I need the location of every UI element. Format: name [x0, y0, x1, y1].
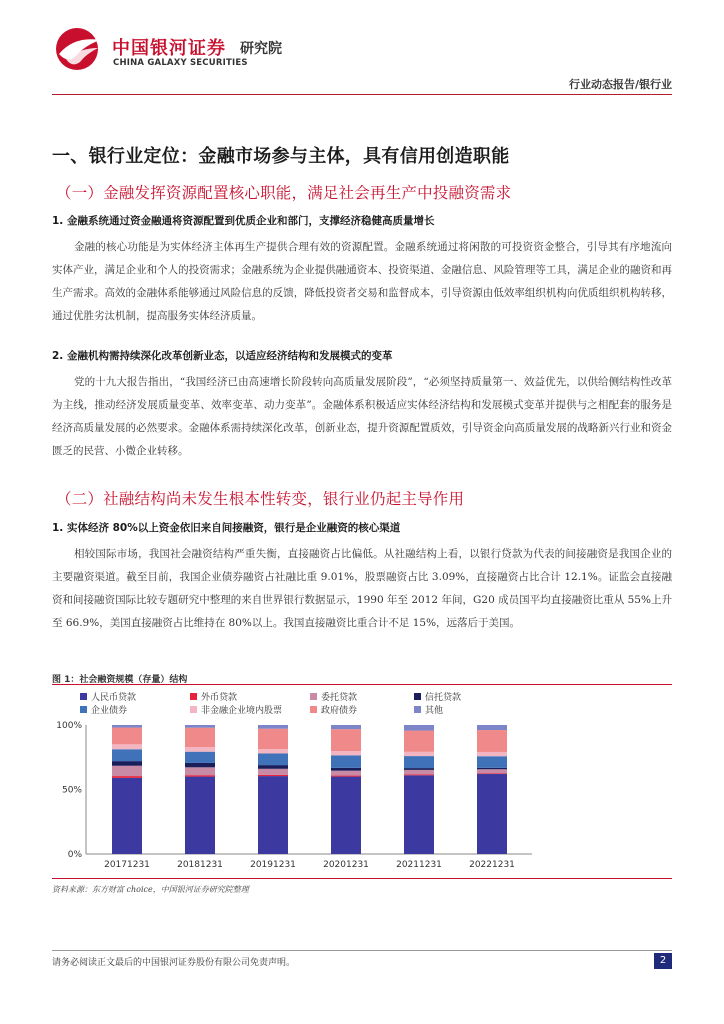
- bar-segment: [404, 768, 434, 770]
- bar-segment: [331, 725, 361, 729]
- bar-segment: [404, 756, 434, 768]
- bar-segment: [258, 749, 288, 753]
- figure-bottom-rule: [52, 878, 672, 879]
- bar-segment: [112, 776, 142, 778]
- bar-segment: [112, 778, 142, 854]
- page-number: 2: [654, 953, 672, 969]
- bar-segment: [185, 747, 215, 752]
- bar-segment: [404, 774, 434, 775]
- bar-segment: [258, 725, 288, 729]
- bar-segment: [404, 752, 434, 756]
- bar-segment: [477, 769, 507, 773]
- bar-segment: [477, 756, 507, 768]
- logo-company-name: 中国银河证券: [112, 38, 226, 59]
- bar-segment: [258, 729, 288, 749]
- bar-segment: [331, 771, 361, 776]
- legend-swatch: [414, 693, 421, 700]
- paragraph-2-1: 相较国际市场，我国社会融资结构严重失衡，直接融资占比偏低。从社融结构上看，以银行贷款为代表的间接融资是我国企业的主要融资渠道。截至目前，我国企业债券融资占社融比重 9.01%，股票融资占比 3.09%，直接融资占比合计 12.1%。证监会直接融资和间接融资国际比较专题研究中整理的来自世界银行数据显示，1990 年至 2012 年间，G20 成员国平均直接融资比重从 55%上升至 66.9%，美国直接融资占比维持在 80%以上。我国直接融资比重合计不足 15%，远落后于美国。: [52, 548, 672, 629]
- bar-segment: [477, 774, 507, 854]
- bar-segment: [331, 755, 361, 768]
- subsection-heading-2: （二）社融结构尚未发生根本性转变，银行业仍起主导作用: [56, 490, 465, 508]
- legend-swatch: [310, 706, 317, 713]
- legend-label: 委托贷款: [321, 693, 358, 703]
- y-tick-label: 0%: [67, 850, 82, 860]
- bar-segment: [112, 766, 142, 776]
- logo-institute-name: 研究院: [240, 41, 282, 57]
- header-divider: [52, 94, 672, 95]
- figure-title: 图 1：社会融资规模（存量）结构: [52, 675, 188, 685]
- bar-segment: [112, 728, 142, 745]
- bar-segment: [258, 769, 288, 775]
- bar-segment: [477, 752, 507, 756]
- bar-segment: [331, 751, 361, 755]
- section-heading: 一、银行业定位：金融市场参与主体，具有信用创造职能: [52, 146, 510, 167]
- bar-segment: [185, 728, 215, 747]
- footer-divider: [52, 950, 672, 951]
- x-tick-label: 20221231: [469, 860, 515, 870]
- bar-segment: [185, 777, 215, 854]
- subsection-heading-1: （一）金融发挥资源配置核心职能，满足社会再生产中投融资需求: [56, 184, 512, 202]
- paragraph-1-2: 党的十九大报告指出，“我国经济已由高速增长阶段转向高质量发展阶段”，“必须坚持质量第一、效益优先，以供给侧结构性改革为主线，推动经济发展质量变革、效率变革、动力变革”。金融体系积极适应实体经济结构和发展模式变革并提供与之相配套的服务是经济高质量发展的必然要求。金融体系需持续深化改革，创新业态，提升资源配置质效，引导资金向高质量发展的战略新兴行业和资金匮乏的民营、小微企业转移。: [52, 376, 672, 457]
- social-financing-structure-chart: [52, 690, 672, 876]
- bar-segment: [404, 775, 434, 854]
- x-tick-label: 20181231: [177, 860, 223, 870]
- bar-segment: [404, 770, 434, 775]
- bar-segment: [112, 744, 142, 749]
- bar-segment: [477, 725, 507, 730]
- bar-segment: [477, 730, 507, 752]
- paragraph-1-1: 金融的核心功能是为实体经济主体再生产提供合理有效的资源配置。金融系统通过将闲散的可投资资金整合，引导其有序地流向实体产业，满足企业和个人的投资需求；金融系统为企业提供融通资本、投资渠道、金融信息、风险管理等工具，满足企业的融资和再生产需求。高效的金融体系能够通过风险信息的反馈，降低投资者交易和监督成本，引导资源由低效率组织机构向优质组织机构转移，通过优胜劣汰机制，提高服务实体经济质量。: [52, 241, 672, 322]
- legend-label: 企业债券: [91, 706, 128, 716]
- bar-segment: [112, 725, 142, 728]
- bar-segment: [185, 725, 215, 728]
- legend-swatch: [80, 693, 87, 700]
- legend-swatch: [310, 693, 317, 700]
- bar-segment: [331, 776, 361, 777]
- galaxy-logo-icon: [54, 26, 104, 72]
- bar-segment: [331, 768, 361, 771]
- logo-english-name: CHINA GALAXY SECURITIES: [113, 58, 248, 68]
- bar-segment: [258, 776, 288, 854]
- legend-label: 外币贷款: [201, 693, 238, 703]
- bar-segment: [185, 763, 215, 767]
- x-tick-label: 20201231: [323, 860, 369, 870]
- bar-segment: [477, 768, 507, 769]
- legend-label: 人民币贷款: [91, 693, 137, 703]
- legend-swatch: [80, 706, 87, 713]
- bar-segment: [185, 752, 215, 763]
- legend-label: 政府债券: [321, 706, 358, 716]
- item-heading-1-1: 1. 金融系统通过资金融通将资源配置到优质企业和部门，支撑经济稳健高质量增长: [52, 215, 435, 227]
- bar-segment: [331, 777, 361, 854]
- item-heading-1-2: 2. 金融机构需持续深化改革创新业态，以适应经济结构和发展模式的变革: [52, 350, 393, 362]
- figure-source: 资料来源：东方财富 choice，中国银河证券研究院整理: [52, 885, 249, 894]
- figure-top-rule: [52, 684, 672, 685]
- bar-segment: [112, 749, 142, 761]
- report-category: 行业动态报告/银行业: [568, 78, 672, 91]
- bar-segment: [258, 765, 288, 769]
- bar-segment: [185, 767, 215, 775]
- bar-segment: [185, 775, 215, 776]
- legend-label: 其他: [425, 706, 444, 716]
- y-tick-label: 100%: [56, 721, 82, 731]
- bar-segment: [404, 725, 434, 731]
- x-tick-label: 20171231: [104, 860, 150, 870]
- item-heading-2-1: 1. 实体经济 80%以上资金依旧来自间接融资，银行是企业融资的核心渠道: [52, 522, 401, 534]
- bar-segment: [258, 753, 288, 765]
- legend-swatch: [190, 706, 197, 713]
- footer-disclaimer: 请务必阅读正文最后的中国银河证券股份有限公司免责声明。: [52, 958, 296, 968]
- company-logo: [54, 26, 294, 72]
- bar-segment: [258, 775, 288, 776]
- x-tick-label: 20211231: [396, 860, 442, 870]
- x-tick-label: 20191231: [250, 860, 296, 870]
- legend-label: 非金融企业境内股票: [201, 706, 283, 716]
- legend-swatch: [414, 706, 421, 713]
- bar-segment: [331, 729, 361, 751]
- bar-segment: [404, 731, 434, 752]
- legend-label: 信托贷款: [425, 693, 462, 703]
- y-tick-label: 50%: [61, 785, 82, 796]
- bar-segment: [477, 773, 507, 774]
- legend-swatch: [190, 693, 197, 700]
- bar-segment: [112, 761, 142, 766]
